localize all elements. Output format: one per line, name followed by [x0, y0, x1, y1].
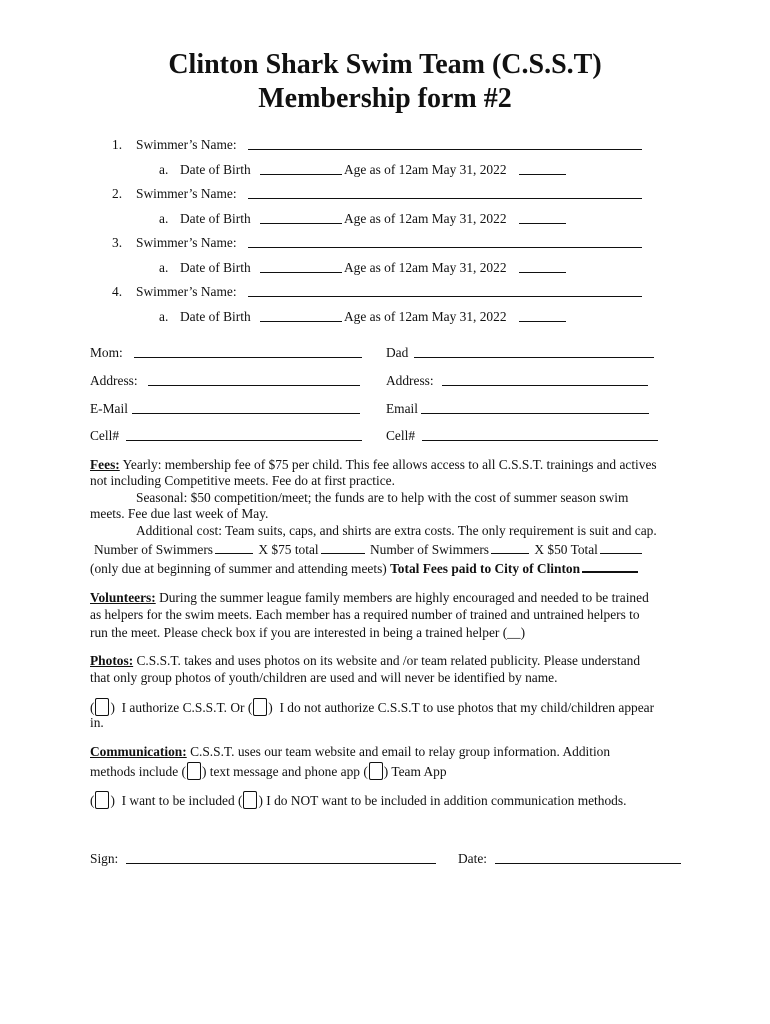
communication-heading: Communication:	[90, 744, 187, 759]
total-fees-label: Total Fees paid to City of Clinton	[390, 561, 581, 576]
swimmer-2-dob-label: Date of Birth	[180, 211, 251, 226]
swimmer-4-sub-letter: a.	[159, 309, 169, 324]
volunteers-line-2: as helpers for the swim meets. Each member has a required number of trained and untrained helpers to	[90, 607, 640, 622]
not-authorize-photos-checkbox[interactable]	[253, 698, 267, 716]
sign-label: Sign:	[90, 851, 119, 866]
fees-heading: Fees:	[90, 457, 120, 472]
x75-total-label: X $75 total	[258, 542, 319, 557]
sign-field[interactable]	[126, 851, 436, 864]
communication-include-line: ( ) I want to be included ( ) I do NOT want to be included in addition communication methods.	[90, 793, 627, 808]
swimmer-4-age-label: Age as of 12am May 31, 2022	[344, 309, 507, 324]
swimmer-3-age-field[interactable]	[519, 260, 566, 273]
dad-field[interactable]	[414, 345, 654, 358]
swimmer-3-dob-label: Date of Birth	[180, 260, 251, 275]
text-message-checkbox[interactable]	[187, 762, 201, 780]
swimmer-1-name-field[interactable]	[248, 137, 642, 150]
email-left-field[interactable]	[132, 401, 360, 414]
swimmer-4-name-label: Swimmer’s Name:	[136, 284, 237, 299]
date-field[interactable]	[495, 851, 681, 864]
address-right-field[interactable]	[442, 373, 648, 386]
not-authorize-label: I do not authorize C.S.S.T to use photos that my child/children appear	[279, 700, 655, 715]
swimmer-3-sub-letter: a.	[159, 260, 169, 275]
swimmer-4-dob-label: Date of Birth	[180, 309, 251, 324]
communication-text: C.S.S.T. uses our team website and email to relay group information. Addition	[186, 744, 611, 759]
fees-additional-cost-text: Additional cost: Team suits, caps, and shirts are extra costs. The only requirement is suit and cap.	[136, 523, 657, 538]
photos-text: C.S.S.T. takes and uses photos on its website and /or team related publicity. Please understand	[133, 653, 641, 668]
swimmer-1-number: 1.	[112, 137, 123, 152]
swimmer-4-age-field[interactable]	[519, 309, 566, 322]
swimmer-4-number: 4.	[112, 284, 123, 299]
fees-total-line	[90, 559, 640, 577]
swimmer-1-age-label: Age as of 12am May 31, 2022	[344, 162, 507, 177]
date-label: Date:	[458, 851, 487, 866]
swimmers-75-label: Number of Swimmers	[94, 542, 214, 557]
swimmers-75-count-field[interactable]	[215, 541, 253, 554]
mom-field[interactable]	[134, 345, 362, 358]
swimmer-3-number: 3.	[112, 235, 123, 250]
fees-line-2: not including Competitive meets. Fee do at first practice.	[90, 473, 395, 488]
swimmers-50-label: Number of Swimmers	[370, 542, 490, 557]
swimmer-4-name-field[interactable]	[248, 284, 642, 297]
fees-totals-line	[94, 541, 644, 558]
form-title-line1: Clinton Shark Swim Team (C.S.S.T)	[168, 49, 602, 80]
communication-methods-line	[90, 762, 447, 780]
volunteers-heading: Volunteers:	[90, 590, 156, 605]
address-right-label: Address:	[386, 373, 434, 388]
cell-right-field[interactable]	[422, 428, 658, 441]
email-right-label: Email	[386, 401, 418, 416]
cell-left-field[interactable]	[126, 428, 362, 441]
swimmer-2-number: 2.	[112, 186, 123, 201]
swimmer-2-name-label: Swimmer’s Name:	[136, 186, 237, 201]
include-label: I want to be included (	[121, 793, 243, 808]
swimmer-3-name-label: Swimmer’s Name:	[136, 235, 237, 250]
photos-line-1	[90, 653, 640, 669]
dad-label: Dad	[386, 345, 409, 360]
swimmer-4-dob-field[interactable]	[260, 309, 342, 322]
fees-line-4: meets. Fee due last week of May.	[90, 506, 269, 521]
swimmer-3-age-label: Age as of 12am May 31, 2022	[344, 260, 507, 275]
email-left-label: E-Mail	[90, 401, 128, 416]
authorize-photos-checkbox[interactable]	[95, 698, 109, 716]
address-left-label: Address:	[90, 373, 138, 388]
x50-total-field[interactable]	[600, 541, 642, 554]
swimmer-3-dob-field[interactable]	[260, 260, 342, 273]
fees-yearly-text: Yearly: membership fee of $75 per child. This fee allows access to all C.S.S.T. trainings and actives	[119, 457, 657, 472]
not-include-label: ) I do NOT want to be included in addition communication methods.	[258, 793, 627, 808]
include-checkbox[interactable]	[95, 791, 109, 809]
x75-total-field[interactable]	[321, 541, 365, 554]
swimmer-2-sub-letter: a.	[159, 211, 169, 226]
swimmer-2-dob-field[interactable]	[260, 211, 342, 224]
photos-line-in: in.	[90, 715, 104, 730]
mom-label: Mom:	[90, 345, 123, 360]
swimmers-50-count-field[interactable]	[491, 541, 529, 554]
swimmer-1-age-field[interactable]	[519, 162, 566, 175]
cell-right-label: Cell#	[386, 428, 416, 443]
photos-line-2: that only group photos of youth/children are used and will never be identified by name.	[90, 670, 558, 685]
communication-line-1	[90, 744, 610, 760]
swimmer-1-sub-letter: a.	[159, 162, 169, 177]
volunteers-line-1	[90, 590, 649, 606]
text-phone-label: ) text message and phone app (	[201, 764, 368, 779]
swimmer-3-name-field[interactable]	[248, 235, 642, 248]
team-app-label: ) Team App	[383, 764, 447, 779]
fees-line-1	[90, 457, 657, 473]
fees-summer-note: (only due at beginning of summer and attending meets)	[90, 561, 391, 576]
not-include-checkbox[interactable]	[243, 791, 257, 809]
swimmer-2-age-field[interactable]	[519, 211, 566, 224]
x50-total-label: X $50 Total	[534, 542, 598, 557]
fees-seasonal-text: Seasonal: $50 competition/meet; the funds are to help with the cost of summer season swim	[136, 490, 629, 505]
address-left-field[interactable]	[148, 373, 360, 386]
total-fees-field[interactable]	[582, 559, 638, 573]
volunteers-line-3: run the meet. Please check box if you are interested in being a trained helper (__)	[90, 625, 526, 640]
volunteers-text: During the summer league family members are highly encouraged and needed to be trained	[155, 590, 649, 605]
methods-prefix: methods include (	[90, 764, 186, 779]
swimmer-1-name-label: Swimmer’s Name:	[136, 137, 237, 152]
swimmer-2-age-label: Age as of 12am May 31, 2022	[344, 211, 507, 226]
photos-consent-line: ( ) I authorize C.S.S.T. Or ( ) I do not authorize C.S.S.T to use photos that my child/children appear	[90, 700, 655, 715]
swimmer-1-dob-label: Date of Birth	[180, 162, 251, 177]
cell-left-label: Cell#	[90, 428, 120, 443]
authorize-label: I authorize C.S.S.T. Or	[121, 700, 245, 715]
email-right-field[interactable]	[421, 401, 649, 414]
swimmer-1-dob-field[interactable]	[260, 162, 342, 175]
form-title-line2: Membership form #2	[258, 83, 512, 114]
photos-heading: Photos:	[90, 653, 134, 668]
team-app-checkbox[interactable]	[369, 762, 383, 780]
swimmer-2-name-field[interactable]	[248, 186, 642, 199]
